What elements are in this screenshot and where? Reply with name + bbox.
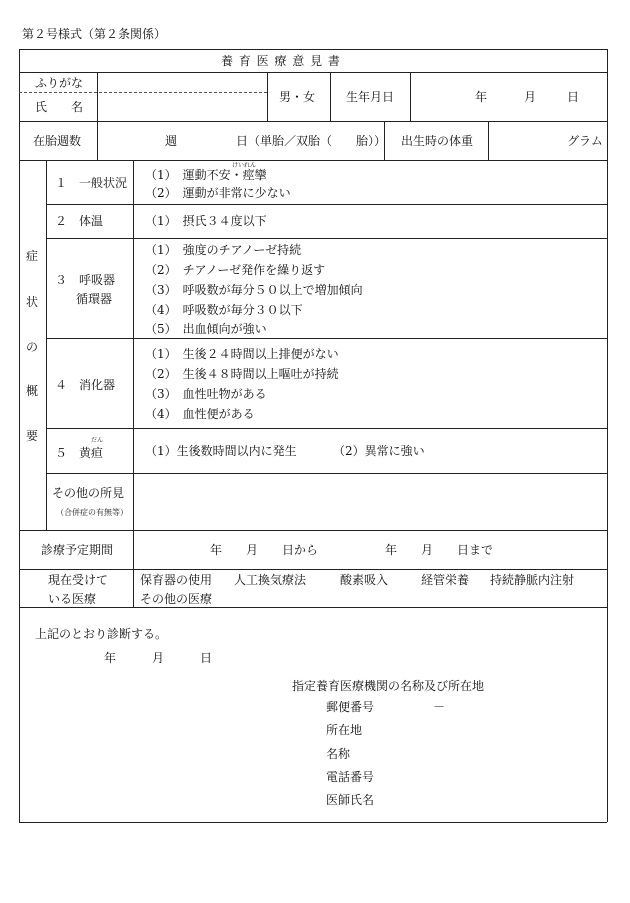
other-findings-label: その他の所見 (52, 486, 125, 500)
circulatory-label: 循環器 (76, 292, 113, 306)
treatment-iv-infusion[interactable]: 持続静脈内注射 (490, 573, 575, 587)
furigana-label: ふりがな (35, 76, 84, 90)
temperature-item-1[interactable]: （1） 摂氏３４度以下 (145, 214, 267, 228)
treatment-incubator[interactable]: 保育器の使用 (140, 573, 213, 587)
treatment-period-from: 年 月 日から (210, 543, 319, 557)
symptoms-side-char-1: 症 (26, 249, 39, 263)
postal-code-label: 郵便番号 (326, 700, 375, 714)
sex-option[interactable]: 男・女 (279, 90, 316, 104)
symptoms-side-char-4: 概 (26, 384, 39, 398)
furigana-field[interactable] (99, 74, 265, 91)
birth-month-unit: 月 (524, 90, 537, 104)
diagnosis-statement: 上記のとおり診断する。 (35, 627, 168, 641)
treatment-tube-feeding[interactable]: 経管栄養 (421, 573, 470, 587)
diagnosis-date: 年 月 日 (104, 651, 213, 665)
institution-name-label: 名称 (326, 747, 351, 761)
current-treatment-label-2: いる医療 (48, 592, 97, 606)
birth-day-unit: 日 (567, 90, 580, 104)
gestation-days-multiple: 日（単胎／双胎（ 胎）） (236, 134, 387, 148)
digestive-item-2[interactable]: （2） 生後４８時間以上嘔吐が持続 (145, 367, 339, 381)
birth-weight-unit: グラム (567, 134, 603, 148)
treatment-period-to: 年 月 日まで (385, 543, 494, 557)
name-field[interactable] (99, 94, 265, 120)
digestive-item-4[interactable]: （4） 血性便がある (145, 407, 255, 421)
other-findings-field[interactable] (135, 475, 605, 528)
respiratory-item-4[interactable]: （4） 呼吸数が毎分３０以下 (145, 303, 303, 317)
birth-date-label: 生年月日 (346, 90, 395, 104)
phone-label: 電話番号 (326, 770, 375, 784)
general-status-label: １ 一般状況 (55, 176, 128, 190)
name-label: 氏 名 (35, 100, 84, 114)
gestation-label: 在胎週数 (33, 134, 82, 148)
jaundice-label: ５ 黄疸 (55, 446, 104, 460)
birth-weight-label: 出生時の体重 (401, 134, 474, 148)
current-treatment-label-1: 現在受けて (48, 573, 109, 587)
respiratory-label: ３ 呼吸器 (55, 273, 116, 287)
symptoms-side-char-2: 状 (26, 295, 39, 309)
temperature-label: ２ 体温 (55, 214, 104, 228)
birth-year-unit: 年 (475, 90, 488, 104)
digestive-item-3[interactable]: （3） 血性吐物がある (145, 387, 267, 401)
postal-code-dash: － (433, 700, 446, 714)
convulsion-ruby: けいれん (232, 162, 257, 169)
jaundice-item-2[interactable]: （2）異常に強い (333, 444, 425, 458)
respiratory-item-1[interactable]: （1） 強度のチアノーゼ持続 (145, 243, 302, 257)
address-label: 所在地 (326, 723, 363, 737)
institution-heading: 指定養育医療機関の名称及び所在地 (292, 679, 485, 693)
general-item-1[interactable]: （1） 運動不安・痙攣 (145, 168, 267, 182)
symptoms-side-char-5: 要 (26, 429, 39, 443)
treatment-period-label: 診療予定期間 (41, 543, 114, 557)
respiratory-item-3[interactable]: （3） 呼吸数が毎分５０以上で増加傾向 (145, 283, 363, 297)
symptoms-side-char-3: の (26, 340, 39, 354)
general-item-2[interactable]: （2） 運動が非常に少ない (145, 186, 291, 200)
doctor-name-label: 医師氏名 (326, 793, 375, 807)
jaundice-item-1[interactable]: （1）生後数時間以内に発生 (145, 444, 297, 458)
digestive-label: ４ 消化器 (55, 378, 116, 392)
form-number: 第２号様式（第２条関係） (22, 27, 167, 41)
digestive-item-1[interactable]: （1） 生後２４時間以上排便がない (145, 347, 339, 361)
treatment-ventilation[interactable]: 人工換気療法 (234, 573, 307, 587)
jaundice-ruby: だん (91, 437, 104, 444)
respiratory-item-2[interactable]: （2） チアノーゼ発作を繰り返す (145, 263, 326, 277)
treatment-oxygen[interactable]: 酸素吸入 (340, 573, 389, 587)
form-title: 養 育 医 療 意 見 書 (221, 54, 341, 68)
treatment-other[interactable]: その他の医療 (140, 592, 213, 606)
other-findings-sublabel: （合併症の有無等） (56, 508, 128, 517)
gestation-weeks-unit: 週 (165, 134, 178, 148)
respiratory-item-5[interactable]: （5） 出血傾向が強い (145, 322, 267, 336)
